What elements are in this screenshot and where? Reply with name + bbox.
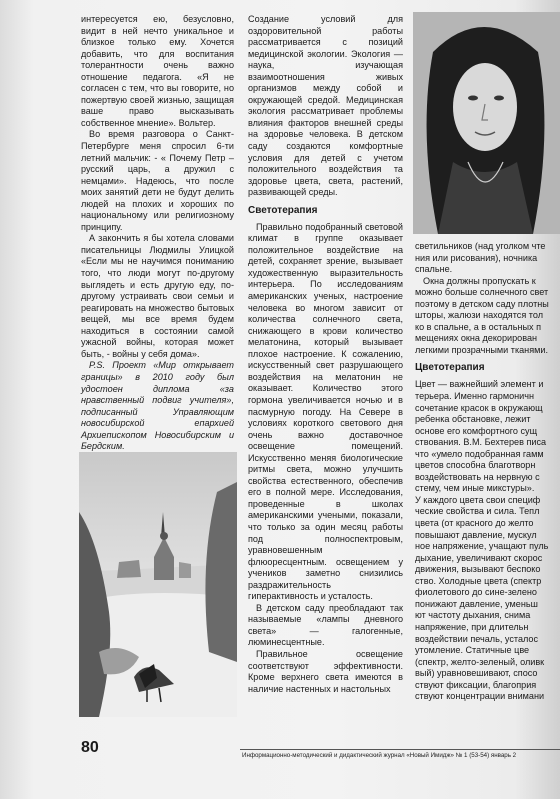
text-line: легкими прозрачными тканями. [415, 344, 548, 355]
paragraph: Правильно подобранный световой климат в группе оказывает положительное воздействие на детей, сохраняет зрение, вызывает художественную выразительность интерьера. По исследованиям американских ученых, настроение человека во многом зависит от количества солнечного света, снижающего в крови количество мелатонина, который вызывает плохое настроение. К сожалению, искусственный свет разрушающего воздействия на мелатонин не оказывает. Количество этого гормона увеличивается ночью и в пасмурную погоду. На Севере в условиях короткого светового дня очень важно доставочное освещение помещений. Искусственно меняя биологические ритмы света, можно улучшить свойства естественного, обеспечив его в полной мере. Исследования, проведенные в школах американскими учеными, показали, что только за один месяц работы под полноспектровым, уравновешенным флюоресцентным. освещением у учеников заметно снизились раздражительность гиперактивность и усталость. [248, 221, 403, 602]
text-line: ния или рисования), ночника [415, 252, 538, 263]
text-line: Цвет — важнейший элемент и [415, 379, 544, 390]
text-line: повышают давление, мускул [415, 529, 537, 540]
text-line: основе его комфортного сущ [415, 425, 538, 436]
text-line: понижают давление, уменьш [415, 598, 538, 609]
paragraph: интересуется ею, безусловно, видит в ней нечто уникальное и близкое только ему. Хочется добавить, что для воспитания толерантности очень важно отношение педагога. «Я не согласен с тем, что вы говорите, но пожертвую своей жизнью, защищая ваше право высказывать собственное мнение». Вольтер. [81, 14, 234, 128]
text-line: утомление. Статичные цве [415, 645, 530, 656]
paragraph: В детском саду преобладают так называемые «лампы дневного света» — галогенные, люминесцентные. [248, 602, 403, 648]
text-line: ют частоту дыхания, снима [415, 610, 531, 621]
text-line: ческие свойства и сила. Тепл [415, 506, 540, 517]
text-line: цветов способна благотворн [415, 460, 536, 471]
journal-footer: Информационно-методический и дидактический журнал «Новый Имидж» № 1 (53-54) январь 2 [242, 752, 517, 759]
text-line: ствуют концентрации внимани [415, 691, 545, 702]
text-line: ство. Холодные цвета (спектр [415, 575, 542, 586]
text-line: воздействии печаль, усталос [415, 633, 539, 644]
text-line: ствования. В.М. Бехтерев писа [415, 437, 547, 448]
text-column-middle [248, 14, 403, 695]
text-line: ствуют фиксации, благоприя [415, 679, 537, 690]
text-line: мещениях окна декорирован [415, 333, 538, 344]
painting-illustration [79, 452, 237, 717]
section-heading-color-therapy: Цветотерапия [415, 362, 485, 374]
paragraph: А закончить я бы хотела словами писательницы Людмилы Улицкой «Если мы не научимся пониманию того, что люди могут по-другому выглядеть и есть другую еду, по-другому устраивать свои семьи и реагировать на множество бытовых вещей, мы все время будем находиться в состоянии самой ужасной войны, которая может быть, - войны у себя дома». [81, 233, 234, 359]
text-column-left [81, 14, 234, 453]
text-line: вый) уравновешивают, спосо [415, 668, 538, 679]
text-line: шторы, жалюзи находятся тол [415, 310, 544, 321]
paragraph: Правильное освещение соответствуют эффективности. Кроме верхнего света имеются в наличие настенных и настольных [248, 648, 403, 694]
text-line: воздействовать на нервную с [415, 471, 540, 482]
author-photo [413, 12, 560, 234]
text-line: что «умело подобранная гамм [415, 448, 544, 459]
text-line: светильников (над уголком чте [415, 241, 546, 251]
text-line: напряжение, при длительн [415, 621, 529, 632]
text-line: поэтому в детском саду плотны [415, 298, 549, 309]
text-line: ное напряжение, учащают пуль [415, 541, 549, 552]
paragraph: Создание условий для оздоровительной работы рассматривается с позиций медицинской экологии. Экология — наука, изучающая взаимоотношения живых организмов между собой и окружающей средой. Медицинская экология рассматривает проблемы влияния факторов внешней среды на здоровье человека. В детском саду создаются комфортные условия для детей с учетом положительного воздействия та здоровье цвета, света, растений, развивающей среды. [248, 14, 403, 198]
page-number: 80 [81, 739, 99, 756]
paragraph: Во время разговора о Санкт-Петербурге меня спросил 6-ти летний мальчик: - « Почему Петр – русский царь, а дружил с немцами». Надеюсь, что после моих занятий дети не будут делить людей на плохих и хороших по национальному или религиозному принципу. [81, 129, 234, 232]
text-line: терьера. Именно гармоничн [415, 391, 535, 402]
text-line: можно больше солнечного свет [415, 287, 549, 298]
text-line: движения, вызывают беспоко [415, 564, 541, 575]
text-line: стему, чем иные микстуры». [415, 483, 535, 494]
text-line: ребенка обстановке, лежит [415, 414, 531, 425]
text-line: спальне. [415, 264, 453, 275]
text-line: У каждого цвета свои специф [415, 494, 541, 505]
text-line: Окна должны пропускать к [423, 275, 536, 286]
postscript-paragraph: P.S. Проект «Мир открывает границы» в 2010 году был удостоен диплома «за нравственный подвиг учителя», подписанный Управляющим новосибирской епархией Архиепископом Новосибирским и Бердским. [81, 360, 234, 452]
text-line: ко в спальне, а в остальных п [415, 321, 541, 332]
section-heading-light-therapy: Светотерапия [248, 204, 318, 216]
text-line: цвета (от красного до желто [415, 518, 534, 529]
footer-divider [240, 749, 560, 750]
text-column-right [415, 241, 560, 703]
text-line: фиолетового до сине-зелено [415, 587, 537, 598]
text-line: дыхание, увеличивают скорос [415, 552, 543, 563]
text-line: сочетание красок в окружающ [415, 402, 543, 413]
text-line: (спектр, желто-зеленый, оливк [415, 656, 545, 667]
